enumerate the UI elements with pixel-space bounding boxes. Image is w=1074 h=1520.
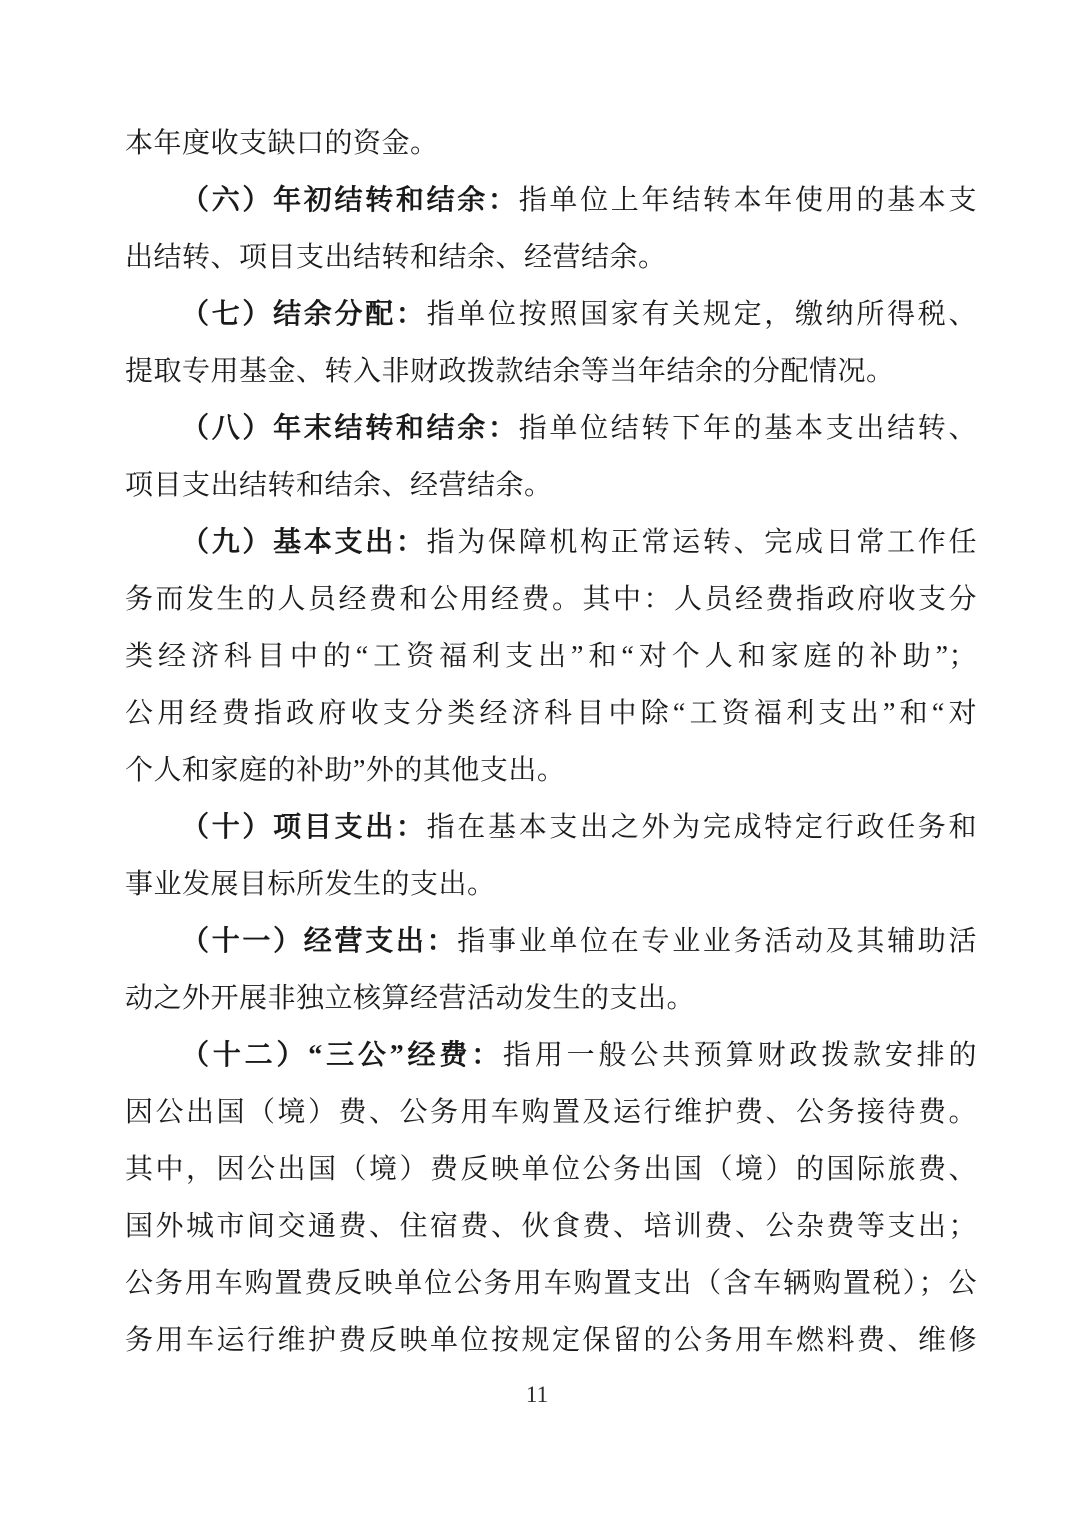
body-text: 公用经费指政府收支分类经济科目中除“工资福利支出”和“对 [125, 698, 977, 729]
text-line [125, 172, 977, 229]
term-label: （十）项目支出： [181, 812, 427, 843]
text-line [125, 856, 977, 913]
body-text: 公务用车购置费反映单位公务用车购置支出（含车辆购置税）；公 [125, 1268, 977, 1299]
document-body [125, 115, 977, 1369]
text-line [125, 1027, 977, 1084]
body-text: 务而发生的人员经费和公用经费。其中：人员经费指政府收支分 [125, 584, 977, 615]
body-text: 出结转、项目支出结转和结余、经营结余。 [125, 242, 667, 273]
text-line [125, 1141, 977, 1198]
text-line [125, 514, 977, 571]
body-text: 指用一般公共预算财政拨款安排的 [503, 1040, 977, 1071]
text-line [125, 1255, 977, 1312]
text-line [125, 229, 977, 286]
text-line [125, 1312, 977, 1369]
text-line [125, 742, 977, 799]
term-label: （七）结余分配： [181, 299, 427, 330]
text-line [125, 799, 977, 856]
text-line [125, 913, 977, 970]
text-line [125, 343, 977, 400]
text-line [125, 115, 977, 172]
body-text: 个人和家庭的补助”外的其他支出。 [125, 755, 566, 786]
term-label: （八）年末结转和结余： [181, 413, 519, 444]
text-line [125, 400, 977, 457]
body-text: 因公出国（境）费、公务用车购置及运行维护费、公务接待费。 [125, 1097, 977, 1128]
body-text: 提取专用基金、转入非财政拨款结余等当年结余的分配情况。 [125, 356, 895, 387]
text-line [125, 685, 977, 742]
text-line [125, 457, 977, 514]
body-text: 本年度收支缺口的资金。 [125, 128, 439, 159]
text-line [125, 286, 977, 343]
term-label: （十一）经营支出： [181, 926, 458, 957]
text-line [125, 571, 977, 628]
body-text: 务用车运行维护费反映单位按规定保留的公务用车燃料费、维修 [125, 1325, 977, 1356]
body-text: 动之外开展非独立核算经营活动发生的支出。 [125, 983, 696, 1014]
body-text: 指单位上年结转本年使用的基本支 [518, 185, 977, 216]
body-text: 其中，因公出国（境）费反映单位公务出国（境）的国际旅费、 [125, 1154, 977, 1185]
body-text: 事业发展目标所发生的支出。 [125, 869, 496, 900]
text-line [125, 628, 977, 685]
body-text: 指单位结转下年的基本支出结转、 [518, 413, 977, 444]
body-text: 类经济科目中的“工资福利支出”和“对个人和家庭的补助”； [125, 641, 977, 672]
text-line [125, 1198, 977, 1255]
text-line [125, 970, 977, 1027]
body-text: 指在基本支出之外为完成特定行政任务和 [426, 812, 977, 843]
term-label: （六）年初结转和结余： [181, 185, 519, 216]
page-number: 11 [525, 1382, 549, 1407]
term-label: （九）基本支出： [181, 527, 427, 558]
body-text: 指单位按照国家有关规定，缴纳所得税、 [426, 299, 977, 330]
body-text: 项目支出结转和结余、经营结余。 [125, 470, 553, 501]
body-text: 指为保障机构正常运转、完成日常工作任 [426, 527, 977, 558]
body-text: 指事业单位在专业业务活动及其辅助活 [457, 926, 977, 957]
body-text: 国外城市间交通费、住宿费、伙食费、培训费、公杂费等支出； [125, 1211, 977, 1242]
text-line [125, 1084, 977, 1141]
term-label: （十二）“三公”经费： [181, 1040, 504, 1071]
